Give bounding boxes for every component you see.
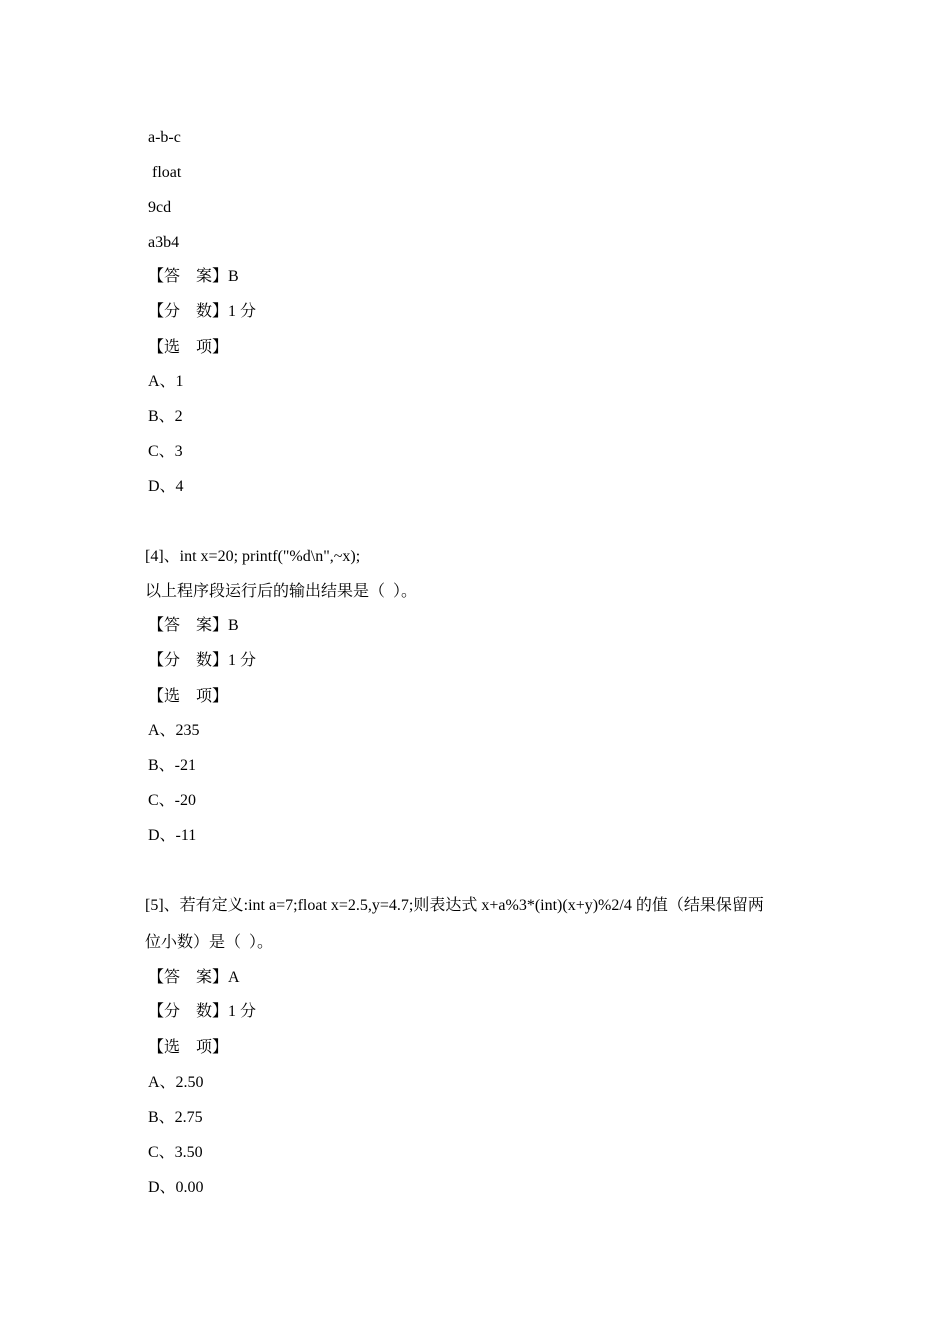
q4-option-d: D、-11 — [148, 827, 197, 844]
q4-title: [4]、int x=20; printf("%d\n",~x); — [145, 548, 361, 565]
q4-option-c: C、-20 — [148, 792, 197, 809]
q5-title-line2: 位小数）是（ ）。 — [145, 934, 274, 951]
q5-answer: 【答 案】A — [148, 969, 240, 986]
q3-score: 【分 数】1 分 — [148, 303, 257, 320]
q3-option-b: B、2 — [148, 408, 183, 425]
q5-option-d: D、0.00 — [148, 1179, 204, 1196]
q4-answer: 【答 案】B — [148, 617, 239, 634]
q5-options-heading: 【选 项】 — [148, 1039, 229, 1056]
q5-option-a: A、2.50 — [148, 1074, 204, 1091]
q3-answer: 【答 案】B — [148, 268, 239, 285]
q4-options-heading: 【选 项】 — [148, 688, 229, 705]
q3-option-c: C、3 — [148, 443, 183, 460]
q4-score: 【分 数】1 分 — [148, 652, 257, 669]
q3-option-a-text: a-b-c — [148, 129, 181, 146]
q5-title-line1: [5]、若有定义:int a=7;float x=2.5,y=4.7;则表达式 x+a%3*(int)(x+y)%2/4 的值（结果保留两 — [145, 897, 764, 914]
q3-option-b-text: float — [148, 164, 182, 181]
q5-option-b: B、2.75 — [148, 1109, 203, 1126]
q3-option-a: A、1 — [148, 373, 184, 390]
q5-option-c: C、3.50 — [148, 1144, 203, 1161]
q3-option-c-text: 9cd — [148, 199, 172, 216]
q3-options-heading: 【选 项】 — [148, 339, 229, 356]
q4-option-b: B、-21 — [148, 757, 197, 774]
q3-option-d: D、4 — [148, 478, 184, 495]
q4-question: 以上程序段运行后的输出结果是（ ）。 — [145, 583, 418, 600]
q4-option-a: A、235 — [148, 722, 200, 739]
q5-score: 【分 数】1 分 — [148, 1003, 257, 1020]
q3-option-d-text: a3b4 — [148, 234, 180, 251]
